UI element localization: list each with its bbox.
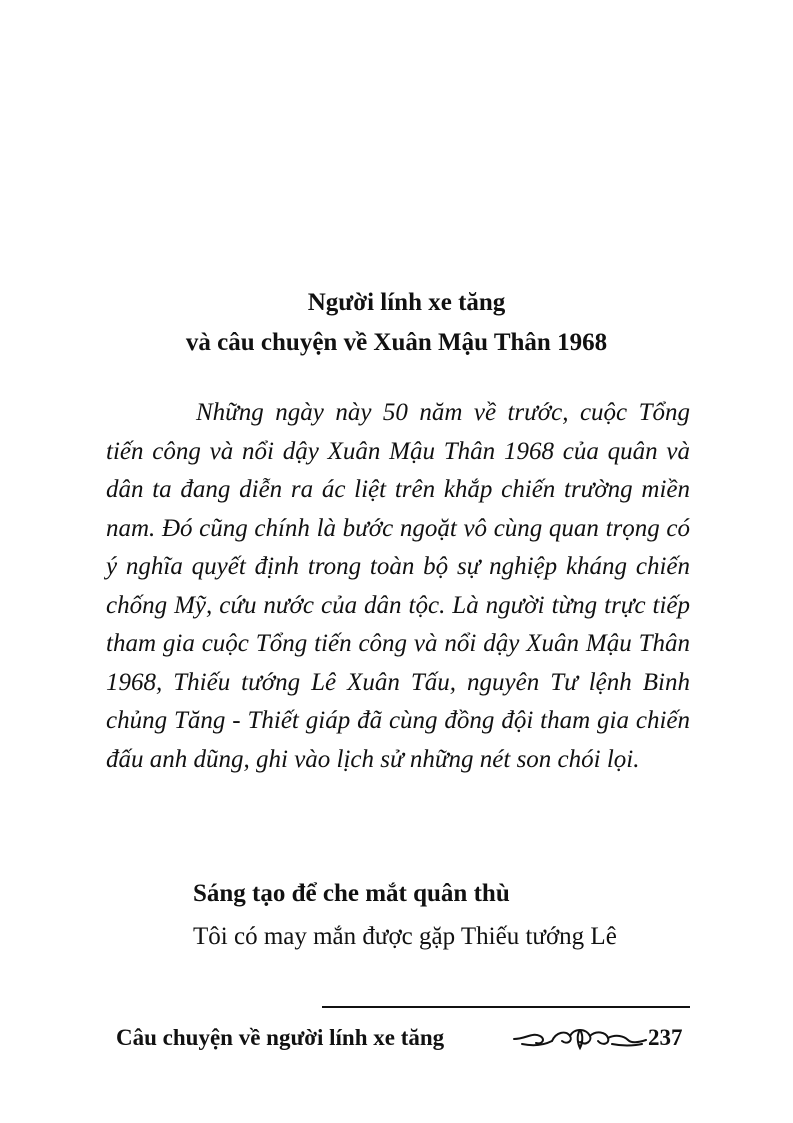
page-footer (116, 1021, 696, 1055)
section-paragraph: Tôi có may mắn được gặp Thiếu tướng Lê (193, 923, 617, 950)
flourish-ornament-icon (512, 1024, 648, 1052)
intro-paragraph: Những ngày này 50 năm về trước, cuộc Tổng tiến công và nổi dậy Xuân Mậu Thân 1968 của quân và dân ta đang diễn ra ác liệt trên khắp chiến trường miền nam. Đó cũng chính là bước ngoặt vô cùng quan trọng có ý nghĩa quyết định trong toàn bộ sự nghiệp kháng chiến chống Mỹ, cứu nước của dân tộc. Là người từng trực tiếp tham gia cuộc Tổng tiến công và nổi dậy Xuân Mậu Thân 1968, Thiếu tướng Lê Xuân Tấu, nguyên Tư lệnh Binh chủng Tăng - Thiết giáp đã cùng đồng đội tham gia chiến đấu anh dũng, ghi vào lịch sử những nét son chói lọi. (106, 399, 690, 773)
footer-running-title: Câu chuyện về người lính xe tăng (116, 1025, 445, 1050)
page-number: 237 (648, 1025, 683, 1050)
article-title-line-2: và câu chuyện về Xuân Mậu Thân 1968 (185, 329, 608, 356)
section-heading: Sáng tạo để che mắt quân thù (193, 880, 510, 907)
footer-rule (322, 1006, 690, 1008)
article-title-line-1: Người lính xe tăng (307, 289, 506, 316)
